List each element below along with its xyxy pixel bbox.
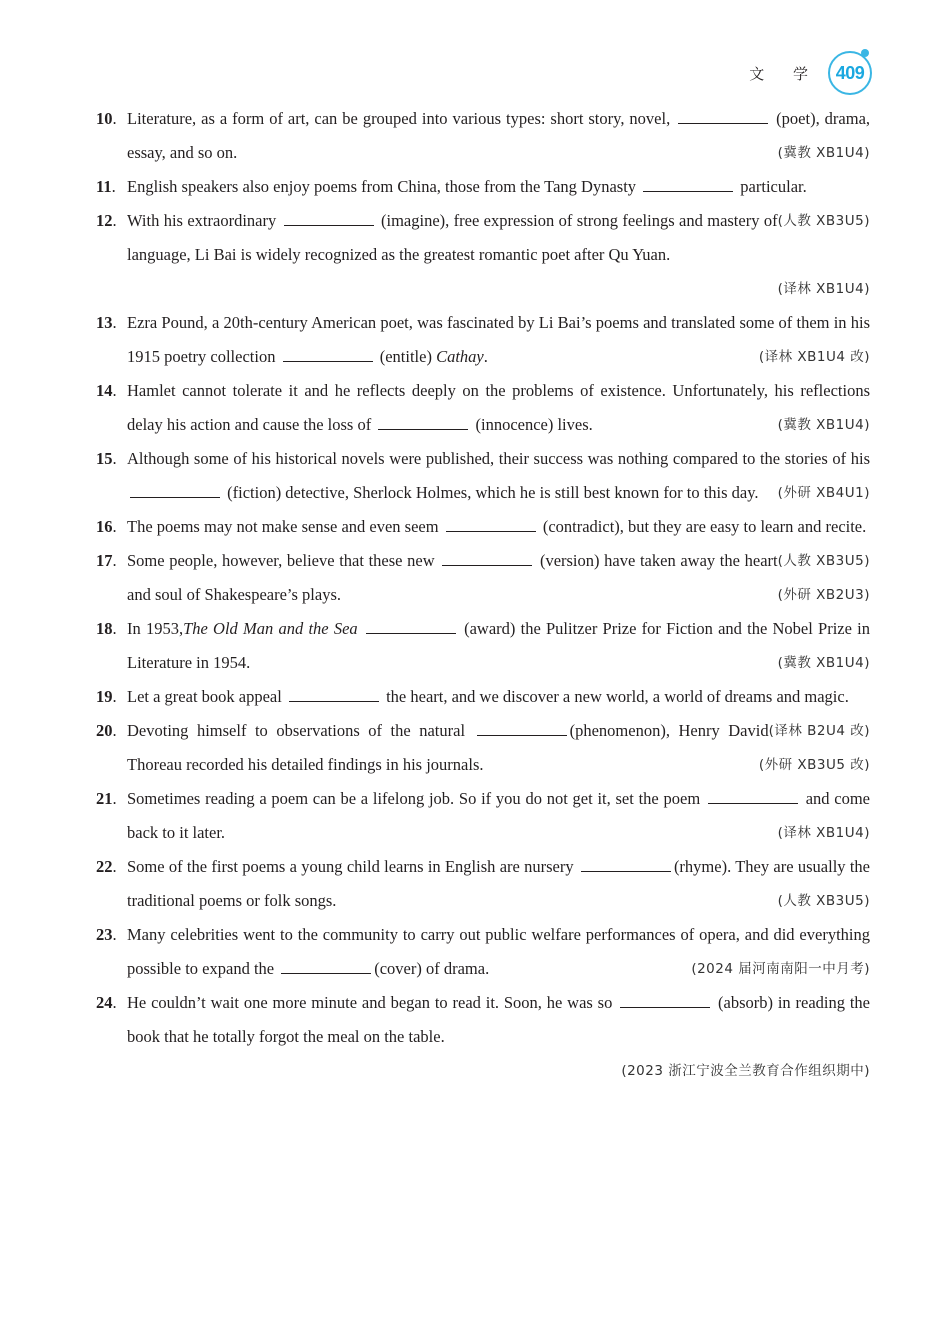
question-number: 16 bbox=[96, 517, 113, 536]
question-number: 20 bbox=[96, 721, 113, 740]
question-number: 24 bbox=[96, 993, 113, 1012]
question-text: (entitle) bbox=[379, 347, 432, 366]
question-24: 24. He couldn’t wait one more minute and began to read it. Soon, he was so (absorb) in reading the book that he totally forgot the meal on the table. (2023 浙江宁波全兰教育合作组织期中) bbox=[96, 986, 870, 1088]
question-text: Let a great book appeal bbox=[127, 687, 282, 706]
question-source: (人教 XB3U5) bbox=[777, 213, 870, 229]
answer-blank[interactable] bbox=[283, 345, 373, 362]
question-text: (fiction) detective, Sherlock Holmes, which he is still best known for to this day. bbox=[227, 483, 759, 502]
question-17: 17. Some people, however, believe that these new (version) have taken away the heart and soul of Shakespeare’s plays. (外研 XB2U3) bbox=[96, 544, 870, 612]
badge-dot-icon bbox=[861, 49, 869, 57]
book-title: The Old Man and the Sea bbox=[183, 619, 358, 638]
question-number: 12 bbox=[96, 211, 113, 230]
question-number: 13 bbox=[96, 313, 113, 332]
question-number: 17 bbox=[96, 551, 113, 570]
question-text: (contradict), but they are easy to learn and recite. bbox=[542, 517, 867, 536]
question-number: 23 bbox=[96, 925, 113, 944]
question-text: (imagine), free expression of strong feelings and mastery of language, Li Bai is widely recognized as the greatest romantic poet after Qu Yuan. bbox=[127, 211, 778, 264]
answer-blank[interactable] bbox=[620, 991, 710, 1008]
question-text: He couldn’t wait one more minute and began to read it. Soon, he was so bbox=[127, 993, 613, 1012]
question-text: Some people, however, believe that these new bbox=[127, 551, 435, 570]
question-19: 19. Let a great book appeal the heart, and we discover a new world, a world of dreams and magic. (译林 B2U4 改) bbox=[96, 680, 870, 714]
question-text: the heart, and we discover a new world, a world of dreams and magic. bbox=[386, 687, 849, 706]
question-11: 11. English speakers also enjoy poems from China, those from the Tang Dynasty particular. (人教 XB3U5) bbox=[96, 170, 870, 204]
question-23: 23. Many celebrities went to the community to carry out public welfare performances of opera, and did everything possible to expand the (cover) of drama. (2024 届河南南阳一中月考) bbox=[96, 918, 870, 986]
question-13: 13. Ezra Pound, a 20th-century American poet, was fascinated by Li Bai’s poems and translated some of them in his 1915 poetry collection (entitle) Cathay. (译林 XB1U4 改) bbox=[96, 306, 870, 374]
question-21: 21. Sometimes reading a poem can be a lifelong job. So if you do not get it, set the poem and come back to it later. (译林 XB1U4) bbox=[96, 782, 870, 850]
question-text: (award) the Pulitzer Prize for Fiction and the Nobel Prize in Literature in 1954. bbox=[127, 619, 870, 672]
question-number: 22 bbox=[96, 857, 113, 876]
answer-blank[interactable] bbox=[643, 175, 733, 192]
question-12: 12. With his extraordinary (imagine), free expression of strong feelings and mastery of language, Li Bai is widely recognized as the greatest romantic poet after Qu Yuan. (译林 XB1U4) bbox=[96, 204, 870, 306]
answer-blank[interactable] bbox=[130, 481, 220, 498]
page-number: 409 bbox=[835, 62, 865, 83]
answer-blank[interactable] bbox=[366, 617, 456, 634]
question-text: English speakers also enjoy poems from China, those from the Tang Dynasty bbox=[127, 177, 637, 196]
question-text: (phenomenon), Henry David Thoreau recorded his detailed findings in his journals. bbox=[127, 721, 769, 774]
question-text: . bbox=[483, 347, 488, 366]
question-text: (absorb) in reading the book that he totally forgot the meal on the table. bbox=[127, 993, 870, 1046]
answer-blank[interactable] bbox=[284, 209, 374, 226]
question-text: particular. bbox=[740, 177, 807, 196]
question-20: 20. Devoting himself to observations of the natural (phenomenon), Henry David Thoreau recorded his detailed findings in his journals. (外研 XB3U5 改) bbox=[96, 714, 870, 782]
question-source: (2023 浙江宁波全兰教育合作组织期中) bbox=[621, 1063, 870, 1079]
answer-blank[interactable] bbox=[581, 855, 671, 872]
question-number: 21 bbox=[96, 789, 113, 808]
question-22: 22. Some of the first poems a young child learns in English are nursery (rhyme). They are usually the traditional poems or folk songs. (人教 XB3U5) bbox=[96, 850, 870, 918]
question-text: (rhyme). They are usually the traditional poems or folk songs. bbox=[127, 857, 870, 910]
answer-blank[interactable] bbox=[289, 685, 379, 702]
question-number: 18 bbox=[96, 619, 113, 638]
question-text: (poet), drama, essay, and so on. bbox=[127, 109, 871, 162]
question-text: (version) have taken away the heart and soul of Shakespeare’s plays. bbox=[127, 551, 778, 604]
question-text: Ezra Pound, a 20th-century American poet, was fascinated by Li Bai’s poems and translated some of them in his 1915 poetry collection bbox=[127, 313, 870, 366]
question-source: (译林 XB1U4) bbox=[777, 825, 870, 841]
page-number-badge bbox=[828, 51, 872, 95]
question-number: 19 bbox=[96, 687, 113, 706]
question-16: 16. The poems may not make sense and even seem (contradict), but they are easy to learn and recite. (人教 XB3U5) bbox=[96, 510, 870, 544]
question-source: (译林 B2U4 改) bbox=[768, 723, 870, 739]
answer-blank[interactable] bbox=[678, 107, 768, 124]
question-text: Sometimes reading a poem can be a lifelong job. So if you do not get it, set the poem bbox=[127, 789, 701, 808]
question-text: With his extraordinary bbox=[127, 211, 277, 230]
answer-blank[interactable] bbox=[446, 515, 536, 532]
answer-blank[interactable] bbox=[378, 413, 468, 430]
question-text: Hamlet cannot tolerate it and he reflects deeply on the problems of existence. Unfortunately, his reflections delay his action and cause the loss of bbox=[127, 381, 870, 434]
question-number: 11 bbox=[96, 177, 112, 196]
answer-blank[interactable] bbox=[281, 957, 371, 974]
page-header bbox=[749, 50, 872, 96]
question-text: The poems may not make sense and even seem bbox=[127, 517, 439, 536]
question-number: 14 bbox=[96, 381, 113, 400]
section-title: 文 学 bbox=[749, 64, 820, 83]
question-text: Some of the first poems a young child learns in English are nursery bbox=[127, 857, 574, 876]
question-10: 10. Literature, as a form of art, can be grouped into various types: short story, novel, (poet), drama, essay, and so on. (冀教 XB1U4) bbox=[96, 102, 870, 170]
question-text: Devoting himself to observations of the natural bbox=[127, 721, 466, 740]
question-15: 15. Although some of his historical novels were published, their success was nothing compared to the stories of his (fiction) detective, Sherlock Holmes, which he is still best known for to this day. (外研 XB4U1) bbox=[96, 442, 870, 510]
question-text: (cover) of drama. bbox=[374, 959, 490, 978]
question-source: (冀教 XB1U4) bbox=[777, 145, 870, 161]
question-source: (2024 届河南南阳一中月考) bbox=[691, 961, 870, 977]
question-source: (外研 XB2U3) bbox=[777, 587, 870, 603]
question-text: Although some of his historical novels were published, their success was nothing compared to the stories of his bbox=[127, 449, 870, 468]
question-source: (译林 XB1U4) bbox=[777, 281, 870, 297]
question-18: 18. In 1953,The Old Man and the Sea (award) the Pulitzer Prize for Fiction and the Nobel Prize in Literature in 1954. (冀教 XB1U4) bbox=[96, 612, 870, 680]
question-source: (外研 XB3U5 改) bbox=[758, 757, 870, 773]
answer-blank[interactable] bbox=[708, 787, 798, 804]
question-text: Literature, as a form of art, can be grouped into various types: short story, novel, bbox=[127, 109, 671, 128]
question-list bbox=[96, 102, 870, 1088]
question-text: In 1953, bbox=[127, 619, 184, 638]
question-number: 15 bbox=[96, 449, 113, 468]
question-source: (冀教 XB1U4) bbox=[777, 417, 870, 433]
question-source: (外研 XB4U1) bbox=[777, 485, 870, 501]
question-source: (译林 XB1U4 改) bbox=[758, 349, 870, 365]
question-number: 10 bbox=[96, 109, 113, 128]
answer-blank[interactable] bbox=[442, 549, 532, 566]
question-source: (人教 XB3U5) bbox=[777, 553, 870, 569]
question-text: Many celebrities went to the community to carry out public welfare performances of opera, and did everything possible to expand the bbox=[127, 925, 870, 978]
book-title: Cathay bbox=[436, 347, 484, 366]
answer-blank[interactable] bbox=[477, 719, 567, 736]
question-text: (innocence) lives. bbox=[475, 415, 593, 434]
question-source: (人教 XB3U5) bbox=[777, 893, 870, 909]
question-source: (冀教 XB1U4) bbox=[777, 655, 870, 671]
question-text: and come back to it later. bbox=[127, 789, 870, 842]
question-14: 14. Hamlet cannot tolerate it and he reflects deeply on the problems of existence. Unfortunately, his reflections delay his action and cause the loss of (innocence) lives. (冀教 XB1U4) bbox=[96, 374, 870, 442]
